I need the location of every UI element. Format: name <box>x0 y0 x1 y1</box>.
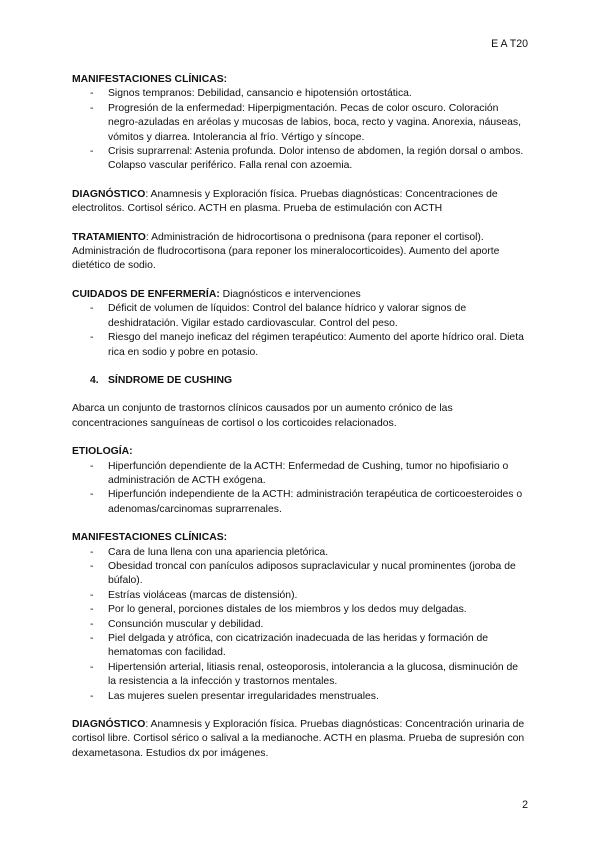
section-heading: MANIFESTACIONES CLÍNICAS: <box>72 532 228 544</box>
list-item: - Riesgo del manejo ineficaz del régimen terapéutico: Aumento del aporte hídrico oral. Dieta rica en sodio y pobre en potasio. <box>72 331 528 360</box>
manifestaciones-section-1 <box>72 73 528 174</box>
bullet-list <box>72 87 528 173</box>
list-item: - Estrías violáceas (marcas de distensión). <box>72 589 528 603</box>
list-item: - Consunción muscular y debilidad. <box>72 618 528 632</box>
numbered-heading-cushing <box>72 374 528 388</box>
tratamiento-paragraph <box>72 231 528 274</box>
page-header-code: E A T20 <box>491 38 528 50</box>
section-subtitle: Diagnósticos e intervenciones <box>219 288 361 300</box>
paragraph-text: : Anamnesis y Exploración física. Pruebas diagnósticas: Concentración urinaria de cortisol libre. Cortisol sérico o salival a la medianoche. ACTH en plasma. Prueba de supresión con dexametasona. Estudios dx por imágenes. <box>72 719 525 759</box>
list-item: - Cara de luna llena con una apariencia pletórica. <box>72 546 528 560</box>
list-item: - Piel delgada y atrófica, con cicatrización inadecuada de las heridas y formación de hematomas con facilidad. <box>72 632 528 661</box>
paragraph-text: : Administración de hidrocortisona o prednisona (para reponer el cortisol). Administración de fludrocortisona (para reponer los mineralocorticoides). Aumento del aporte dietético de sodio. <box>72 231 500 272</box>
list-item: - Obesidad troncal con panículos adiposos supraclavicular y nucal prominentes (joroba de búfalo). <box>72 560 528 589</box>
section-heading: DIAGNÓSTICO <box>72 719 146 731</box>
etiologia-section <box>72 445 528 517</box>
cuidados-section <box>72 288 528 360</box>
heading-number: 4. <box>90 374 99 386</box>
list-item: - Signos tempranos: Debilidad, cansancio e hipotensión ortostática. <box>72 87 528 101</box>
section-heading: MANIFESTACIONES CLÍNICAS: <box>72 74 228 85</box>
list-item: - Progresión de la enfermedad: Hiperpigmentación. Pecas de color oscuro. Coloración negro-azuladas en aréolas y mucosas de labios, boca, recto y vagina. Anorexia, náuseas, vómitos y diarrea. Intolerancia al frío. Vértigo y síncope. <box>72 102 528 145</box>
diagnostico-paragraph-1 <box>72 188 528 217</box>
manifestaciones-section-2 <box>72 531 528 704</box>
cushing-intro-paragraph: Abarca un conjunto de trastornos clínicos causados por un aumento crónico de las concentraciones sanguíneas de cortisol o los corticoides relacionados. <box>72 403 453 429</box>
bullet-list <box>72 460 528 518</box>
heading-title: SÍNDROME DE CUSHING <box>108 374 233 386</box>
document-body <box>72 73 528 761</box>
page-number: 2 <box>522 799 528 811</box>
bullet-list <box>72 546 528 704</box>
list-item: - Déficit de volumen de líquidos: Control del balance hídrico y valorar signos de deshidratación. Vigilar estado cardiovascular. Control del peso. <box>72 302 528 331</box>
section-heading: CUIDADOS DE ENFERMERÍA: <box>72 288 220 300</box>
section-heading: TRATAMIENTO <box>72 231 146 243</box>
section-heading: DIAGNÓSTICO <box>72 188 146 200</box>
list-item: - Crisis suprarrenal: Astenia profunda. Dolor intenso de abdomen, la región dorsal o ambos. Colapso vascular periférico. Falla renal con azoemia. <box>72 145 528 174</box>
cuidados-title-line <box>72 288 528 302</box>
list-item: - Hipertensión arterial, litiasis renal, osteoporosis, intolerancia a la glucosa, disminución de la resistencia a la infección y trastornos mentales. <box>72 661 528 690</box>
list-item: - Las mujeres suelen presentar irregularidades menstruales. <box>72 690 528 704</box>
list-item: - Hiperfunción dependiente de la ACTH: Enfermedad de Cushing, tumor no hipofisiario o administración de ACTH exógena. <box>72 460 528 489</box>
paragraph-text: : Anamnesis y Exploración física. Pruebas diagnósticas: Concentraciones de electrolitos. Cortisol sérico. ACTH en plasma. Prueba de estimulación con ACTH <box>72 188 498 215</box>
bullet-list <box>72 302 528 360</box>
list-item: - Hiperfunción independiente de la ACTH: administración terapéutica de corticoesteroides o adenomas/carcinomas suprarrenales. <box>72 488 528 517</box>
diagnostico-paragraph-2 <box>72 718 528 761</box>
section-heading: ETIOLOGÍA: <box>72 446 133 458</box>
list-item: - Por lo general, porciones distales de los miembros y los dedos muy delgadas. <box>72 603 528 617</box>
